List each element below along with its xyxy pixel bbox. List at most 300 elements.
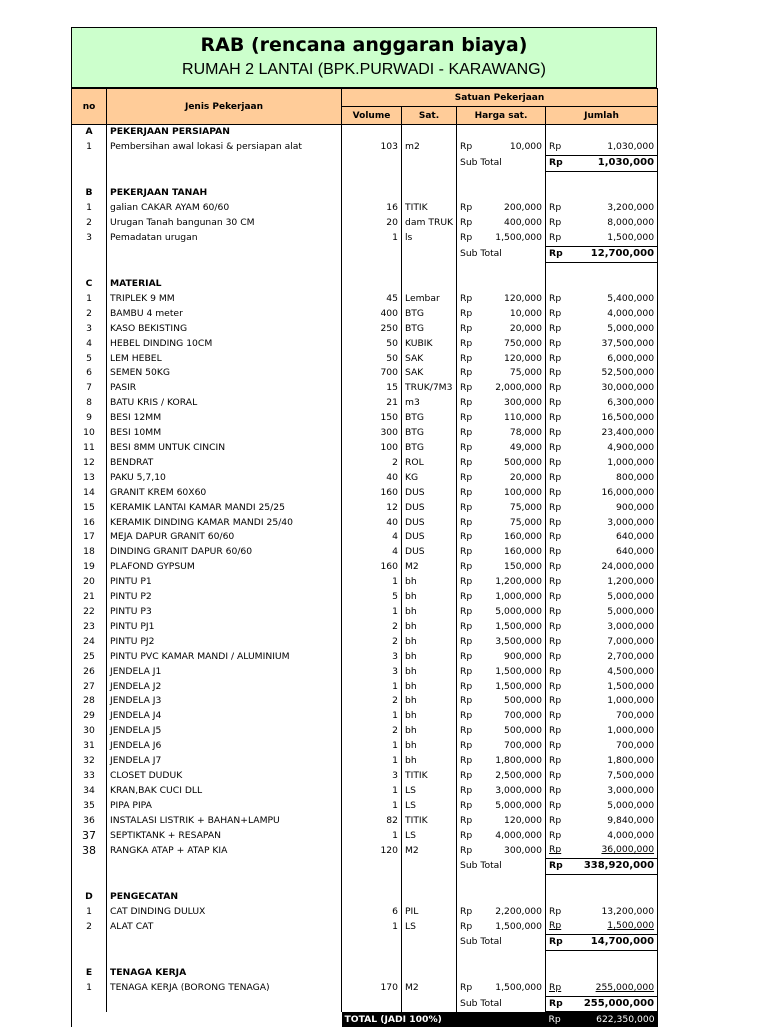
item-price-currency: Rp [457,366,479,381]
empty-cell [402,935,457,951]
empty-cell [479,171,546,186]
empty-cell [72,859,107,875]
table-row [72,201,658,216]
empty-cell [568,262,658,277]
table-body [72,125,658,1012]
item-price: 150,000 [504,561,542,573]
empty-cell [72,875,107,890]
item-volume: 160 [342,560,402,575]
item-price: 75,000 [509,367,542,379]
item-volume: 40 [342,516,402,531]
empty-cell [546,277,568,292]
item-no: 6 [72,366,107,381]
item-amount: 2,700,000 [568,650,658,665]
item-price: 900,000 [504,650,542,662]
item-amount: 5,000,000 [568,322,658,337]
empty-cell [479,875,546,890]
table-row [72,694,658,709]
item-no: 3 [72,231,107,246]
section-row [72,277,658,292]
item-price-currency: Rp [457,456,479,471]
table-row [72,784,658,799]
item-amount: 255,000,000 [568,981,658,996]
item-price: 2,500,000 [495,769,542,781]
empty-cell [568,171,658,186]
item-name: DINDING GRANIT DAPUR 60/60 [107,545,342,560]
item-price: 110,000 [504,412,542,424]
empty-cell [342,262,402,277]
item-amount: 4,900,000 [568,441,658,456]
item-name: KERAMIK DINDING KAMAR MANDI 25/40 [107,516,342,531]
item-price-currency: Rp [457,501,479,516]
empty-cell [457,951,479,966]
item-no: 25 [72,650,107,665]
table-row [72,216,658,231]
empty-cell [107,155,342,171]
subtotal-label: Sub Total [457,246,546,262]
item-volume: 1 [342,739,402,754]
empty-cell [342,875,402,890]
item-name: PAKU 5,7,10 [107,471,342,486]
item-volume: 170 [342,981,402,996]
table-row [72,919,658,934]
item-unit: M2 [402,560,457,575]
item-amount: 1,500,000 [568,919,658,934]
title-block [71,27,657,88]
item-volume: 160 [342,486,402,501]
item-amount-currency: Rp [546,905,568,920]
item-unit: M2 [402,843,457,858]
empty-cell [568,186,658,201]
empty-cell [107,171,342,186]
total-value: 622,350,000 [568,1012,658,1027]
item-volume: 250 [342,322,402,337]
table-row [72,590,658,605]
empty-cell [342,277,402,292]
item-price-currency: Rp [457,471,479,486]
item-unit: BTG [402,322,457,337]
item-name: RANGKA ATAP + ATAP KIA [107,843,342,858]
subtotal-label: Sub Total [457,935,546,951]
section-name: PEKERJAAN PERSIAPAN [107,125,342,140]
item-price: 3,500,000 [495,635,542,647]
table-row [72,754,658,769]
item-amount: 1,000,000 [568,456,658,471]
subtotal-currency: Rp [546,155,568,171]
item-unit: BTG [402,307,457,322]
item-price: 1,000,000 [495,591,542,603]
item-no: 36 [72,814,107,829]
empty-cell [107,262,342,277]
item-volume: 50 [342,352,402,367]
item-price: 200,000 [504,202,542,214]
item-price-currency: Rp [457,411,479,426]
item-volume: 2 [342,724,402,739]
empty-cell [107,875,342,890]
subtotal-row [72,246,658,262]
item-amount-currency: Rp [546,814,568,829]
subtotal-row [72,935,658,951]
subtotal-value: 12,700,000 [568,246,658,262]
item-volume: 1 [342,709,402,724]
item-volume: 120 [342,843,402,858]
item-name: BATU KRIS / KORAL [107,396,342,411]
section-code: A [72,125,107,140]
empty-cell [402,277,457,292]
empty-cell [402,171,457,186]
item-amount: 23,400,000 [568,426,658,441]
item-price-currency: Rp [457,905,479,920]
item-amount: 16,000,000 [568,486,658,501]
table-row [72,635,658,650]
item-price: 20,000 [509,322,542,334]
item-name: TENAGA KERJA (BORONG TENAGA) [107,981,342,996]
item-price-currency: Rp [457,396,479,411]
empty-cell [107,996,342,1012]
item-amount-currency: Rp [546,981,568,996]
item-unit: bh [402,590,457,605]
item-price: 400,000 [504,216,542,228]
empty-cell [342,155,402,171]
item-volume: 2 [342,635,402,650]
item-volume: 5 [342,590,402,605]
section-row [72,125,658,140]
item-amount: 6,000,000 [568,352,658,367]
section-name: PENGECATAN [107,890,342,905]
item-amount-currency: Rp [546,575,568,590]
item-name: INSTALASI LISTRIK + BAHAN+LAMPU [107,814,342,829]
item-price: 20,000 [509,471,542,483]
item-amount-currency: Rp [546,381,568,396]
item-no: 1 [72,292,107,307]
item-price-currency: Rp [457,307,479,322]
item-no: 16 [72,516,107,531]
empty-cell [72,996,107,1012]
item-no: 1 [72,201,107,216]
item-unit: M2 [402,981,457,996]
item-amount-currency: Rp [546,516,568,531]
item-amount: 4,500,000 [568,665,658,680]
item-price-currency: Rp [457,919,479,934]
table-row [72,709,658,724]
item-no: 38 [72,843,107,858]
section-name: MATERIAL [107,277,342,292]
item-amount-currency: Rp [546,724,568,739]
item-amount: 1,030,000 [568,140,658,155]
table-row [72,829,658,844]
item-volume: 16 [342,201,402,216]
item-no: 31 [72,739,107,754]
item-no: 1 [72,981,107,996]
empty-cell [402,859,457,875]
table-row [72,396,658,411]
item-amount: 9,840,000 [568,814,658,829]
item-price-currency: Rp [457,694,479,709]
item-amount: 900,000 [568,501,658,516]
empty-cell [546,875,568,890]
item-price-currency: Rp [457,530,479,545]
table-row [72,411,658,426]
section-row [72,966,658,981]
item-price-currency: Rp [457,231,479,246]
item-amount-currency: Rp [546,694,568,709]
item-no: 20 [72,575,107,590]
empty-cell [546,171,568,186]
item-unit: TITIK [402,814,457,829]
item-no: 27 [72,680,107,695]
table-row [72,471,658,486]
item-amount: 13,200,000 [568,905,658,920]
subtotal-currency: Rp [546,996,568,1012]
item-amount: 5,400,000 [568,292,658,307]
section-code: E [72,966,107,981]
table-row [72,620,658,635]
table-row [72,905,658,920]
subtotal-value: 338,920,000 [568,859,658,875]
item-amount: 5,000,000 [568,605,658,620]
subtotal-row [72,996,658,1012]
item-price: 4,000,000 [495,829,542,841]
item-price-currency: Rp [457,754,479,769]
empty-cell [342,186,402,201]
item-price: 300,000 [504,844,542,856]
item-price: 750,000 [504,337,542,349]
item-unit: m2 [402,140,457,155]
item-name: SEPTIKTANK + RESAPAN [107,829,342,844]
subtotal-label: Sub Total [457,155,546,171]
table-row [72,650,658,665]
table-row [72,814,658,829]
table-row [72,352,658,367]
item-name: KRAN,BAK CUCI DLL [107,784,342,799]
empty-cell [402,951,457,966]
item-name: JENDELA J3 [107,694,342,709]
item-volume: 300 [342,426,402,441]
item-amount: 52,500,000 [568,366,658,381]
item-no: 22 [72,605,107,620]
item-name: Pemadatan urugan [107,231,342,246]
item-volume: 12 [342,501,402,516]
subtotal-row [72,155,658,171]
empty-cell [546,125,568,140]
item-name: PIPA PIPA [107,799,342,814]
table-row [72,486,658,501]
item-amount-currency: Rp [546,486,568,501]
table-row [72,516,658,531]
item-no: 4 [72,337,107,352]
empty-cell [457,262,479,277]
item-amount-currency: Rp [546,456,568,471]
item-no: 1 [72,140,107,155]
item-no: 37 [72,829,107,844]
item-volume: 1 [342,919,402,934]
item-amount-currency: Rp [546,635,568,650]
item-price-currency: Rp [457,560,479,575]
item-volume: 1 [342,605,402,620]
item-amount-currency: Rp [546,799,568,814]
table-row [72,501,658,516]
item-price: 1,500,000 [495,665,542,677]
empty-cell [546,951,568,966]
empty-cell [457,186,479,201]
empty-cell [342,935,402,951]
item-amount: 16,500,000 [568,411,658,426]
section-name: PEKERJAAN TANAH [107,186,342,201]
item-amount-currency: Rp [546,919,568,934]
spacer-row [72,951,658,966]
item-amount-currency: Rp [546,784,568,799]
empty-cell [479,277,546,292]
item-price-currency: Rp [457,486,479,501]
item-price-currency: Rp [457,814,479,829]
empty-cell [546,890,568,905]
item-amount-currency: Rp [546,650,568,665]
item-price: 2,200,000 [495,905,542,917]
item-price: 5,000,000 [495,799,542,811]
item-unit: LS [402,799,457,814]
item-unit: BTG [402,441,457,456]
empty-cell [457,277,479,292]
item-unit: PIL [402,905,457,920]
item-amount-currency: Rp [546,140,568,155]
item-price: 1,200,000 [495,576,542,588]
item-amount-currency: Rp [546,590,568,605]
item-name: HEBEL DINDING 10CM [107,337,342,352]
item-name: LEM HEBEL [107,352,342,367]
item-amount-currency: Rp [546,307,568,322]
item-volume: 3 [342,769,402,784]
empty-cell [402,262,457,277]
empty-cell [72,262,107,277]
item-no: 35 [72,799,107,814]
item-price: 700,000 [504,710,542,722]
item-unit: bh [402,680,457,695]
item-unit: bh [402,635,457,650]
item-unit: SAK [402,352,457,367]
item-amount-currency: Rp [546,201,568,216]
item-unit: bh [402,605,457,620]
item-no: 33 [72,769,107,784]
item-volume: 50 [342,337,402,352]
empty-cell [568,966,658,981]
item-volume: 1 [342,680,402,695]
item-unit: DUS [402,486,457,501]
item-unit: TITIK [402,769,457,784]
subtotal-currency: Rp [546,859,568,875]
item-no: 19 [72,560,107,575]
item-no: 2 [72,307,107,322]
item-price-currency: Rp [457,441,479,456]
item-amount: 700,000 [568,739,658,754]
empty-cell [546,966,568,981]
table-row [72,739,658,754]
item-amount-currency: Rp [546,829,568,844]
item-name: PINTU P1 [107,575,342,590]
item-price-currency: Rp [457,352,479,367]
item-no: 23 [72,620,107,635]
item-name: MEJA DAPUR GRANIT 60/60 [107,530,342,545]
item-price: 1,500,000 [495,680,542,692]
item-unit: TITIK [402,201,457,216]
table-row [72,981,658,996]
item-price-currency: Rp [457,724,479,739]
item-amount: 700,000 [568,709,658,724]
item-amount-currency: Rp [546,665,568,680]
table-row [72,292,658,307]
empty-cell [72,935,107,951]
item-amount: 3,000,000 [568,516,658,531]
item-amount-currency: Rp [546,680,568,695]
item-amount: 1,000,000 [568,694,658,709]
item-price: 10,000 [509,307,542,319]
item-no: 34 [72,784,107,799]
item-price: 160,000 [504,546,542,558]
item-price-currency: Rp [457,201,479,216]
item-volume: 2 [342,694,402,709]
empty-cell [342,951,402,966]
item-amount: 1,200,000 [568,575,658,590]
empty-cell [342,890,402,905]
subtotal-label: Sub Total [457,996,546,1012]
item-no: 5 [72,352,107,367]
table-row [72,560,658,575]
item-amount-currency: Rp [546,231,568,246]
item-no: 3 [72,322,107,337]
item-name: CAT DINDING DULUX [107,905,342,920]
item-no: 9 [72,411,107,426]
rab-sheet [71,27,657,1027]
item-unit: BTG [402,426,457,441]
item-name: JENDELA J6 [107,739,342,754]
item-amount-currency: Rp [546,366,568,381]
empty-cell [457,966,479,981]
item-amount: 640,000 [568,545,658,560]
item-price-currency: Rp [457,590,479,605]
item-price: 300,000 [504,397,542,409]
item-amount-currency: Rp [546,441,568,456]
empty-cell [107,951,342,966]
empty-cell [568,125,658,140]
item-volume: 1 [342,231,402,246]
subtotal-value: 1,030,000 [568,155,658,171]
item-price: 100,000 [504,486,542,498]
empty-cell [402,996,457,1012]
empty-cell [402,125,457,140]
empty-cell [402,246,457,262]
item-unit: bh [402,650,457,665]
item-unit: TRUK/7M3 [402,381,457,396]
item-volume: 1 [342,754,402,769]
item-name: PASIR [107,381,342,396]
empty-cell [72,155,107,171]
item-volume: 45 [342,292,402,307]
empty-cell [457,125,479,140]
item-price-currency: Rp [457,337,479,352]
table-row [72,545,658,560]
table-row [72,456,658,471]
empty-cell [342,125,402,140]
item-amount-currency: Rp [546,471,568,486]
empty-cell [342,246,402,262]
item-price-currency: Rp [457,635,479,650]
header-no: no [72,89,107,125]
item-unit: DUS [402,545,457,560]
item-unit: bh [402,694,457,709]
item-price: 1,500,000 [495,920,542,932]
item-name: BESI 10MM [107,426,342,441]
page-subtitle: RUMAH 2 LANTAI (BPK.PURWADI - KARAWANG) [182,61,546,78]
item-volume: 40 [342,471,402,486]
